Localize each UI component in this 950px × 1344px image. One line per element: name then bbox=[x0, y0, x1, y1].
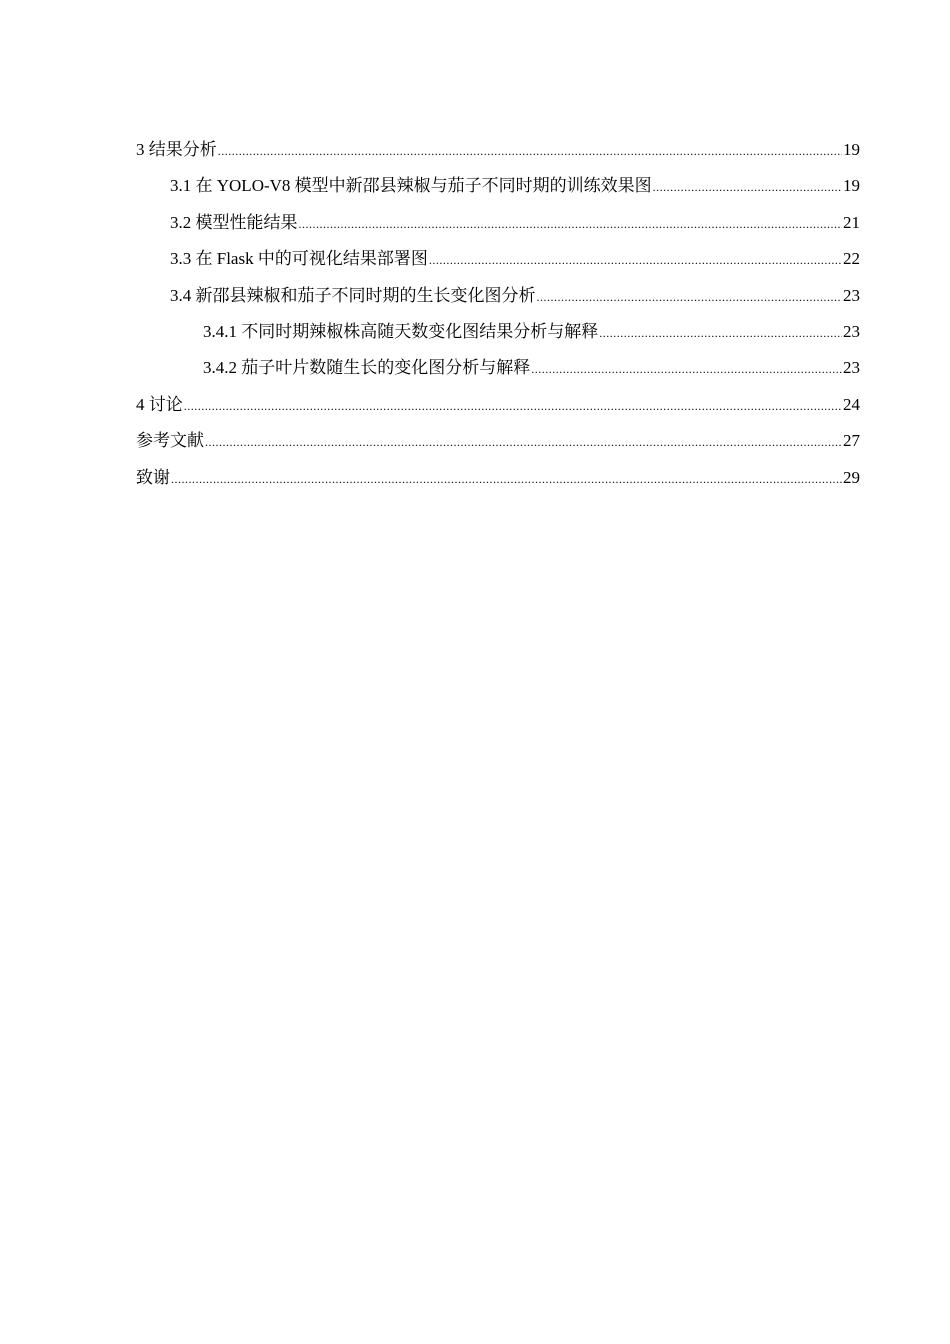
toc-entry-page: 27 bbox=[843, 431, 860, 451]
toc-entry-title: 3.4.2 茄子叶片数随生长的变化图分析与解释 bbox=[203, 358, 531, 378]
toc-dot-leader bbox=[171, 467, 842, 491]
toc-dot-leader bbox=[429, 248, 842, 272]
toc-entry-page: 23 bbox=[843, 285, 860, 305]
toc-dot-leader bbox=[205, 430, 842, 454]
toc-dot-leader bbox=[531, 357, 842, 381]
toc-entry-title: 3 结果分析 bbox=[136, 140, 217, 159]
toc-entry-page: 19 bbox=[843, 176, 860, 196]
toc-entry-page: 23 bbox=[843, 358, 860, 378]
toc-entry-title: 致谢 bbox=[136, 467, 170, 487]
toc-dot-leader bbox=[599, 321, 842, 345]
toc-entry-title: 3.2 模型性能结果 bbox=[170, 212, 298, 232]
toc-dot-leader bbox=[653, 175, 842, 199]
toc-entry-title: 参考文献 bbox=[136, 431, 204, 451]
toc-entry-title: 4 讨论 bbox=[136, 394, 183, 414]
toc-entry[interactable] bbox=[136, 356, 860, 392]
toc-entry-title: 3.4.1 不同时期辣椒株高随天数变化图结果分析与解释 bbox=[203, 321, 599, 341]
toc-entry-title: 3.4 新邵县辣椒和茄子不同时期的生长变化图分析 bbox=[170, 285, 536, 305]
toc-dot-leader bbox=[184, 394, 842, 418]
toc-entry[interactable] bbox=[136, 284, 860, 320]
toc-entry-page: 24 bbox=[843, 394, 860, 414]
toc-entry[interactable] bbox=[136, 138, 860, 174]
toc-dot-leader bbox=[299, 212, 843, 236]
toc-entry-title: 3.1 在 YOLO-V8 模型中新邵县辣椒与茄子不同时期的训练效果图 bbox=[170, 176, 652, 196]
toc-entry[interactable] bbox=[136, 174, 860, 210]
toc-dot-leader bbox=[537, 285, 843, 309]
toc-entry-page: 29 bbox=[843, 467, 860, 487]
toc-entry[interactable] bbox=[136, 466, 860, 502]
toc-entry-page: 19 bbox=[843, 140, 860, 159]
toc-dot-leader bbox=[218, 139, 842, 163]
toc-entry[interactable] bbox=[136, 211, 860, 247]
toc-entry-page: 21 bbox=[843, 212, 860, 232]
table-of-contents bbox=[136, 138, 860, 502]
toc-entry-page: 22 bbox=[843, 249, 860, 269]
toc-entry-page: 23 bbox=[843, 321, 860, 341]
toc-entry-title: 3.3 在 Flask 中的可视化结果部署图 bbox=[170, 249, 428, 269]
toc-entry[interactable] bbox=[136, 393, 860, 429]
toc-entry[interactable] bbox=[136, 429, 860, 465]
toc-entry[interactable] bbox=[136, 247, 860, 283]
toc-entry[interactable] bbox=[136, 320, 860, 356]
